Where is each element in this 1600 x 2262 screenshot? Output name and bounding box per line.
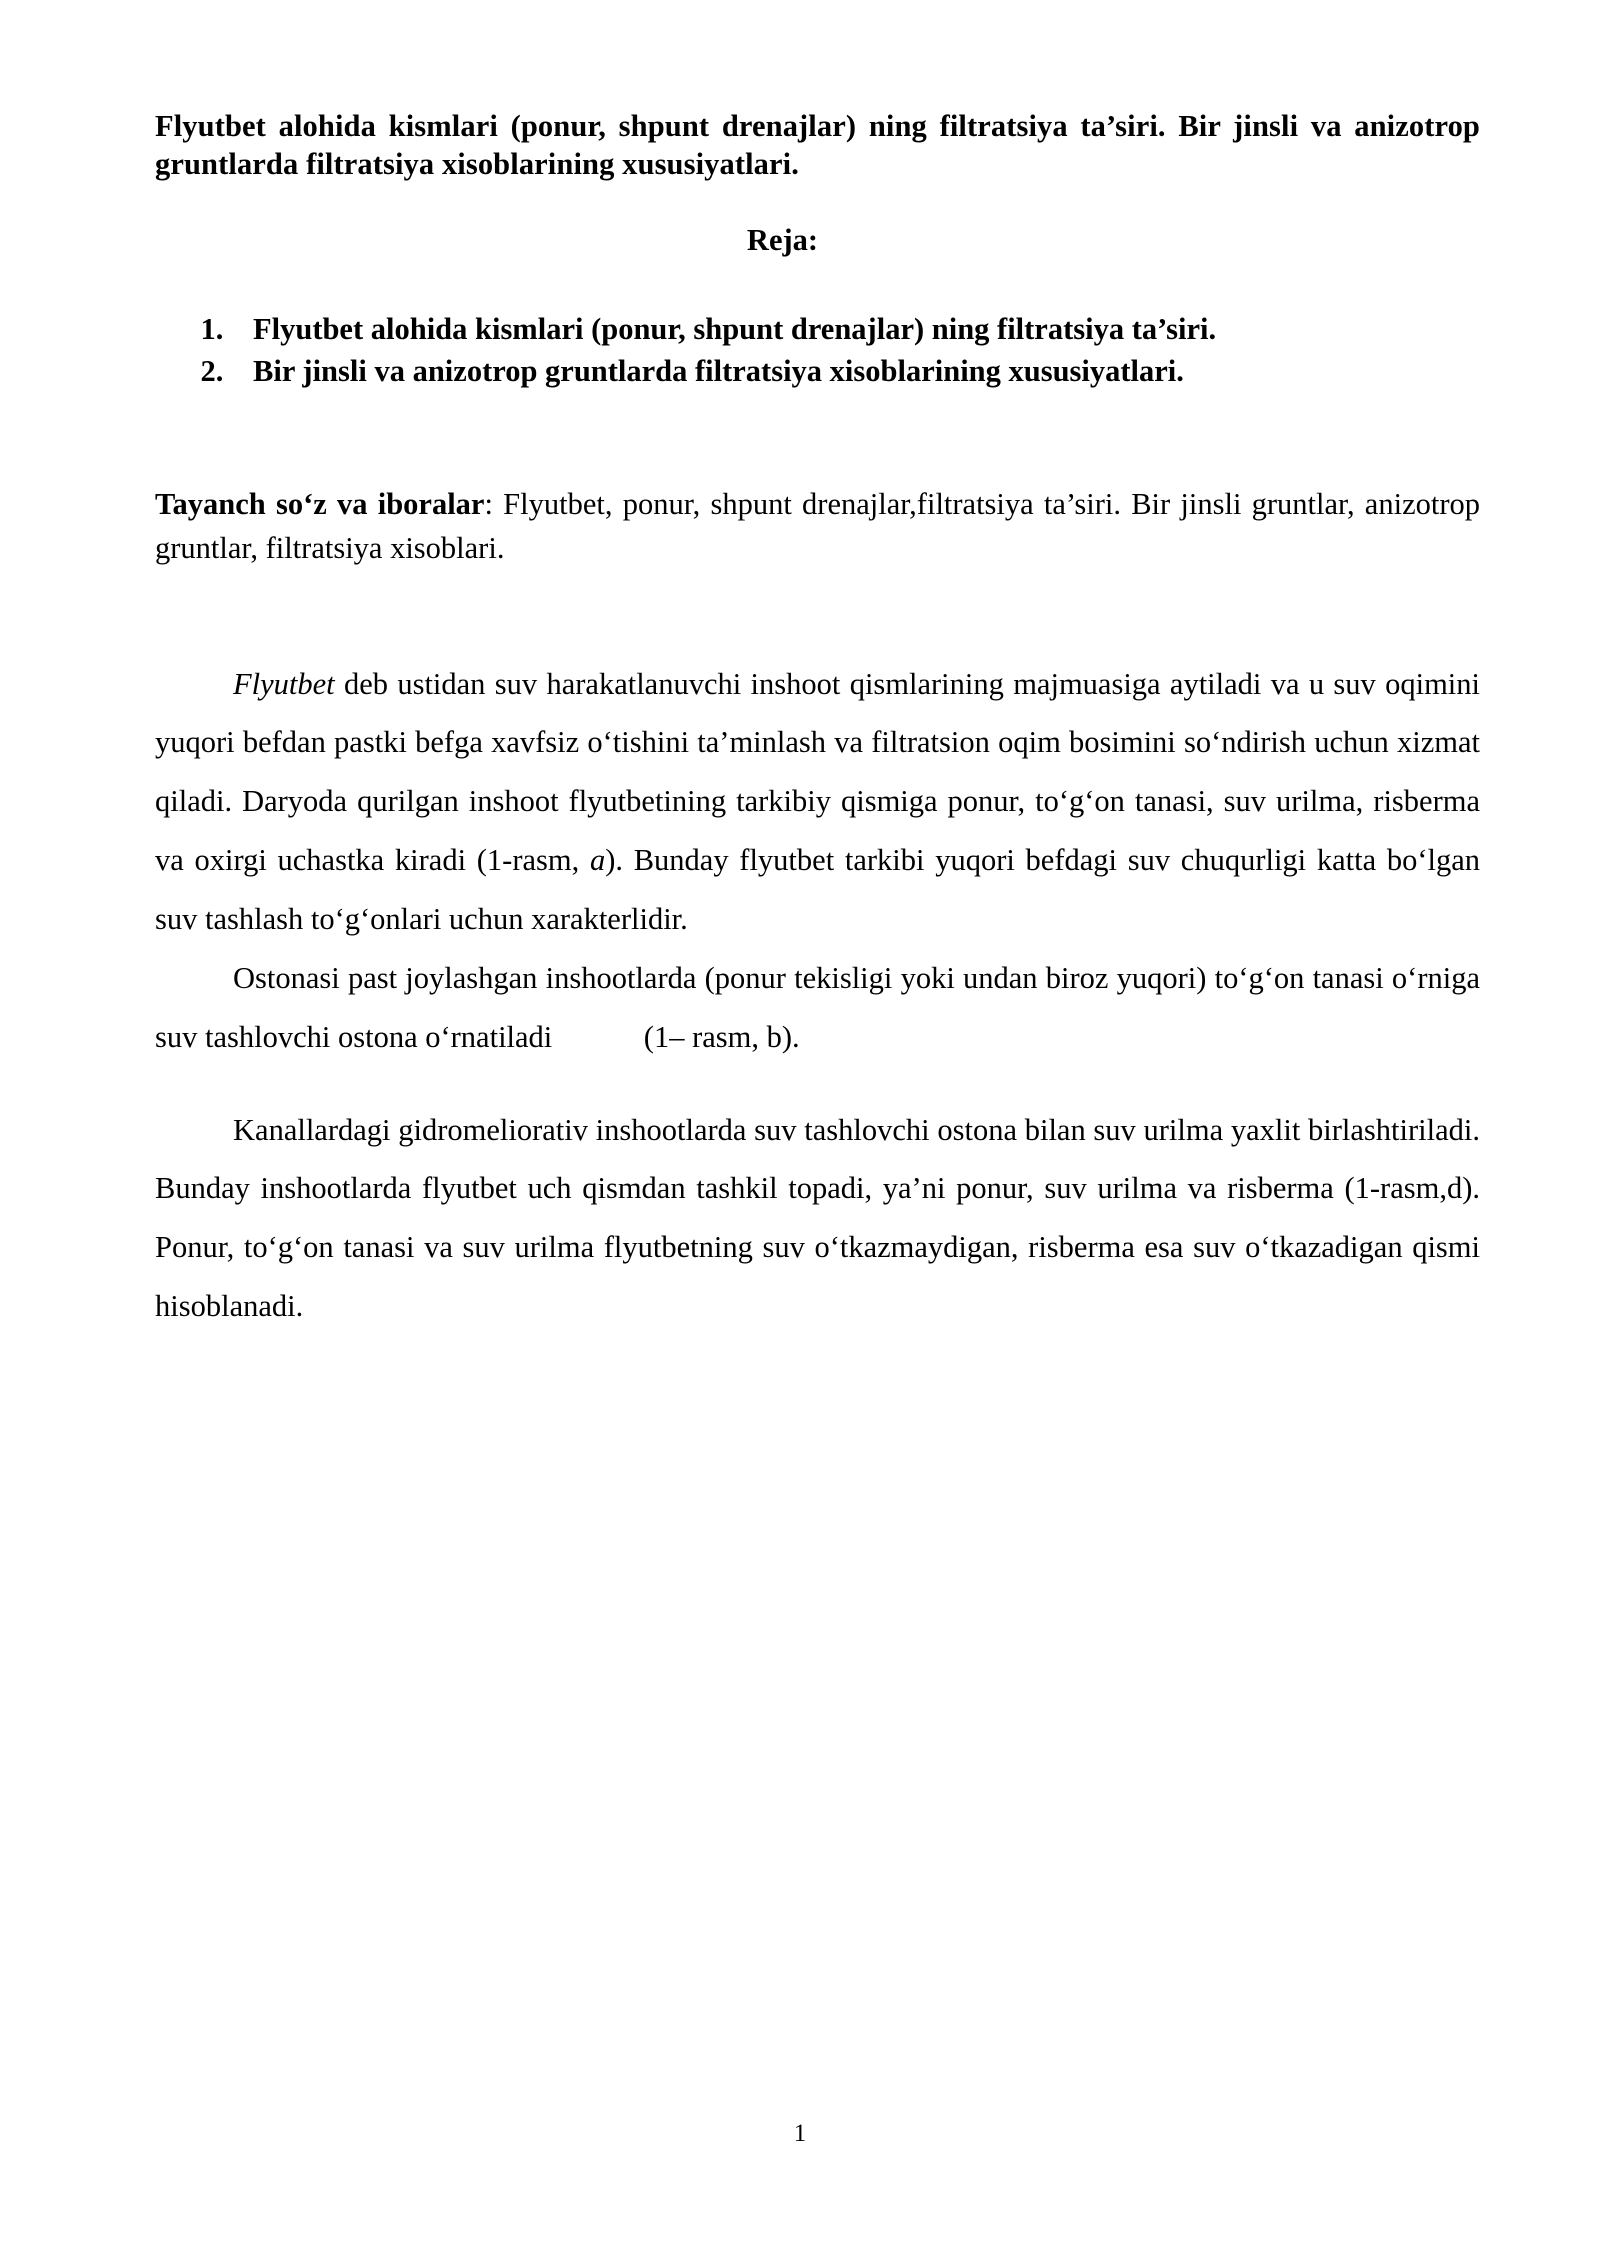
paragraph-text-part-1: deb ustidan suv harakatlanuvchi inshoot qismlarining majmuasiga aytiladi va u suv oqimini yuqori befdan pastki befga xavfsiz o‘tishini ta’minlash va filtratsion oqim bosimini so‘ndirish uchun xizmat qiladi. Daryoda qurilgan inshoot flyutbetining tarkibiy qismiga ponur, to‘g‘on tanasi, suv urilma, risberma va oxirgi uchastka kiradi (1-rasm, — [155, 666, 1480, 878]
keywords-text: Flyutbet, ponur, shpunt drenajlar,filtratsiya ta’siri. Bir jinsli gruntlar, anizotrop gruntlar, filtratsiya xisoblari. — [155, 487, 1480, 565]
body-paragraph-3 — [155, 1101, 1480, 1336]
paragraph-lead-italic: Flyutbet — [233, 666, 335, 701]
keywords-paragraph — [155, 483, 1480, 570]
plan-heading: Reja: — [746, 223, 819, 257]
keywords-separator: : — [484, 487, 504, 522]
page-title: Flyutbet alohida kismlari (ponur, shpunt drenajlar) ning filtratsiya ta’siri. Bir jinsli va anizotrop gruntlarda filtratsiya xisoblarining xususiyatlari. — [155, 109, 1480, 181]
paragraph-text: Kanallardagi gidromeliorativ inshootlarda suv tashlovchi ostona bilan suv urilma yaxlit birlashtiriladi. Bunday inshootlarda flyutbet uch qismdan tashkil topadi, ya’ni ponur, suv urilma va risberma (1-rasm,d). Ponur, to‘g‘on tanasi va suv urilma flyutbetning suv o‘tkazmaydigan, risberma esa suv o‘tkazadigan qismi hisoblanadi. — [155, 1112, 1480, 1324]
page-number: 1 — [793, 2120, 807, 2147]
list-item: 1. Flyutbet alohida kismlari (ponur, shpunt drenajlar) ning filtratsiya ta’siri. — [231, 310, 1480, 350]
paragraph-text-part-1: Ostonasi past joylashgan inshootlarda (ponur tekisligi yoki undan biroz yuqori) to‘g‘on tanasi o‘rniga suv tashlovchi ostona o‘rnatiladi — [155, 960, 1480, 1054]
paragraph-text-part-2: (1– rasm, b). — [643, 1019, 800, 1054]
figure-ref-italic: a — [589, 843, 606, 878]
body-paragraph-1 — [155, 655, 1480, 949]
paragraph-spacer — [552, 1020, 644, 1054]
body-paragraph-2 — [155, 949, 1480, 1067]
page-content — [155, 108, 1480, 1336]
plan-list — [155, 310, 1480, 391]
paragraph-text-part-2: ). Bunday flyutbet tarkibi yuqori befdagi suv chuqurligi katta bo‘lgan suv tashlash to‘g‘onlari uchun xarakterlidir. — [155, 843, 1481, 936]
keywords-label: Tayanch so‘z va iboralar — [155, 487, 485, 522]
list-item: 2. Bir jinsli va anizotrop gruntlarda filtratsiya xisoblarining xususiyatlari. — [231, 352, 1480, 392]
